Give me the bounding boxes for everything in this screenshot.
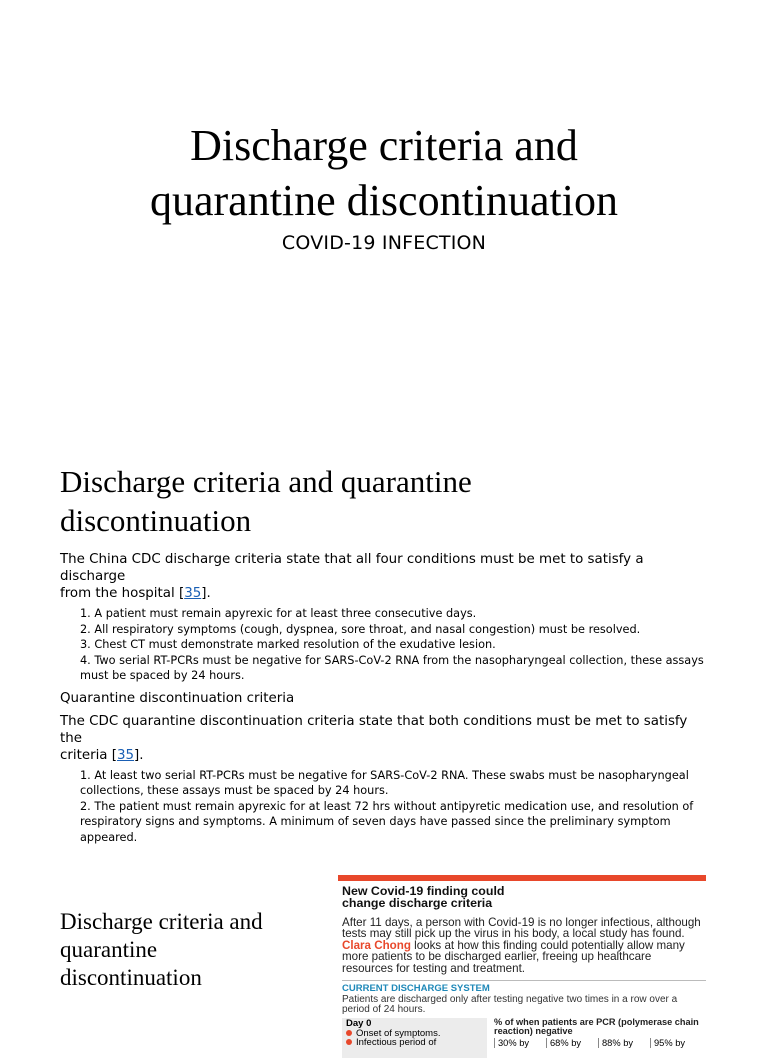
news-headline-line-2: change discharge criteria — [342, 896, 493, 910]
pcr-percentage: 30% by — [494, 1038, 540, 1048]
quarantine-intro — [60, 713, 710, 764]
pcr-heading: % of when patients are PCR (polymerase chain reaction) negative — [494, 1017, 699, 1037]
slide-body — [60, 551, 710, 850]
news-section-heading: CURRENT DISCHARGE SYSTEM — [342, 980, 706, 994]
discharge-intro-end: ]. — [201, 586, 211, 601]
timeline-bullet — [346, 1038, 487, 1047]
list-item: 1. A patient must remain apyrexic for at least three consecutive days. — [80, 607, 477, 620]
day-label: Day 0 — [346, 1018, 372, 1030]
slide-title — [0, 118, 768, 228]
news-byline: Clara Chong — [342, 938, 411, 952]
criteria-slide — [0, 420, 768, 850]
slide-subtitle: COVID-19 INFECTION — [281, 232, 487, 254]
news-section-text: Patients are discharged only after testing negative two times in a row over a period of 24 hours. — [342, 994, 678, 1016]
pcr-percentage: 95% by — [650, 1038, 696, 1048]
news-standfirst — [342, 917, 704, 974]
news-headline — [342, 885, 706, 909]
list-item: 1. At least two serial RT-PCRs must be negative for SARS-CoV-2 RNA. These swabs must be nasopharyngeal collections, these assays must be spaced by 24 hours. — [80, 768, 689, 797]
slide-heading — [60, 908, 310, 992]
discharge-criteria-list — [60, 606, 710, 684]
discharge-intro-line-2: from the hospital [ — [60, 586, 185, 601]
slide-heading-line-1: Discharge criteria and — [60, 909, 263, 934]
bullet-text: Onset of symptoms. — [356, 1028, 441, 1040]
news-slide — [0, 850, 768, 1049]
slide-heading — [60, 462, 700, 540]
accent-bar — [338, 875, 706, 881]
slide-heading-line-2: discontinuation — [60, 503, 252, 538]
list-item: 2. The patient must remain apyrexic for at least 72 hrs without antipyretic medication use, and resolution of respiratory signs and symptoms. A minimum of seven days have passed since the preliminary symptom appeared. — [80, 799, 694, 844]
reference-link[interactable]: 35 — [184, 586, 202, 601]
bullet-dot-icon — [346, 1030, 352, 1036]
pcr-percentage: 88% by — [598, 1038, 644, 1048]
list-item: 2. All respiratory symptoms (cough, dyspnea, sore throat, and nasal congestion) must be resolved. — [80, 622, 641, 636]
quarantine-label: Quarantine discontinuation criteria — [60, 690, 295, 706]
slide-heading-line-1: Discharge criteria and quarantine — [60, 464, 472, 499]
title-slide — [0, 0, 768, 420]
discharge-intro-line-1: The China CDC discharge criteria state that all four conditions must be met to satisfy a discharge — [60, 552, 644, 584]
news-headline-line-1: New Covid-19 finding could — [342, 884, 505, 898]
reference-link[interactable]: 35 — [117, 747, 135, 763]
pcr-panel — [494, 1018, 706, 1048]
quarantine-intro-line-2: criteria [ — [60, 747, 117, 763]
standfirst-text: After 11 days, a person with Covid-19 is no longer infectious, although tests may still pick up the virus in his body, a local study has found. — [342, 916, 701, 941]
bullet-text: Infectious period of — [356, 1037, 437, 1049]
slide-heading-line-2: quarantine — [60, 937, 158, 962]
slide-title-line-1: Discharge criteria and — [190, 121, 578, 170]
list-item: 3. Chest CT must demonstrate marked resolution of the exudative lesion. — [80, 638, 496, 651]
slide-title-line-2: quarantine discontinuation — [150, 176, 618, 225]
news-infographic — [342, 1018, 706, 1058]
standfirst-text-end: looks at how this finding could potentially allow many more patients to be discharged earlier, freeing up healthcare resources for testing and treatment. — [342, 938, 685, 975]
quarantine-criteria-list — [60, 768, 710, 846]
bullet-dot-icon — [346, 1039, 352, 1045]
slide-heading-line-3: discontinuation — [60, 965, 202, 990]
quarantine-intro-line-1: The CDC quarantine discontinuation criteria state that both conditions must be met to satisfy the — [60, 713, 688, 746]
quarantine-intro-end: ]. — [134, 747, 144, 763]
pcr-percentage: 68% by — [546, 1038, 592, 1048]
pcr-percentages — [494, 1038, 706, 1048]
list-item: 4. Two serial RT-PCRs must be negative for SARS-CoV-2 RNA from the nasopharyngeal collection, these assays must be spaced by 24 hours. — [80, 653, 704, 682]
news-clipping-image — [338, 875, 706, 1049]
timeline-panel — [342, 1018, 487, 1058]
discharge-intro — [60, 551, 710, 602]
